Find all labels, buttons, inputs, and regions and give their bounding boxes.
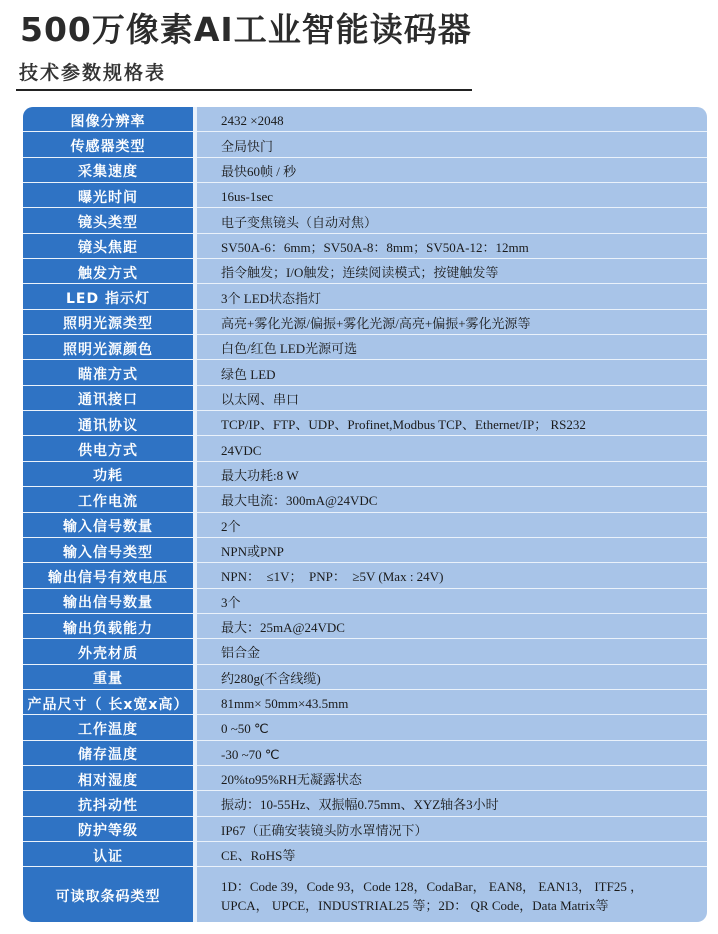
spec-value: 白色/红色 LED光源可选 bbox=[221, 341, 358, 357]
spec-label: 触发方式 bbox=[23, 259, 197, 283]
spec-label: 输入信号数量 bbox=[23, 513, 197, 537]
spec-label: 通讯协议 bbox=[23, 411, 197, 435]
spec-row bbox=[23, 639, 707, 664]
spec-row bbox=[23, 436, 707, 461]
spec-table bbox=[23, 107, 707, 922]
spec-label: 储存温度 bbox=[23, 741, 197, 765]
spec-value: 最快60帧 / 秒 bbox=[221, 163, 297, 179]
spec-row bbox=[23, 208, 707, 233]
spec-value: SV50A-6：6mm；SV50A-8：8mm；SV50A-12：12mm bbox=[221, 239, 529, 255]
spec-label: 相对湿度 bbox=[23, 766, 197, 790]
spec-value: NPN或PNP bbox=[221, 544, 284, 560]
spec-label: 镜头焦距 bbox=[23, 234, 197, 258]
spec-label: 图像分辨率 bbox=[23, 107, 197, 131]
spec-value: IP67（正确安装镜头防水罩情况下） bbox=[221, 822, 428, 838]
spec-row bbox=[23, 513, 707, 538]
spec-label: 照明光源颜色 bbox=[23, 335, 197, 359]
spec-value: 3个 LED状态指灯 bbox=[221, 290, 322, 306]
spec-value: 1D：Code 39，Code 93，Code 128，CodaBar， EAN8， EAN13， ITF25 ， UPCA， UPCE，INDUSTRIAL25 等；2D： QR Code，Data Matrix等 bbox=[221, 879, 647, 914]
spec-value: 24VDC bbox=[221, 442, 262, 458]
spec-value: 以太网、串口 bbox=[221, 391, 300, 407]
spec-row bbox=[23, 563, 707, 588]
spec-value: 指令触发；I/O触发；连续阅读模式；按键触发等 bbox=[221, 265, 499, 281]
spec-row bbox=[23, 589, 707, 614]
spec-row bbox=[23, 335, 707, 360]
spec-label: 外壳材质 bbox=[23, 639, 197, 663]
title-divider bbox=[16, 89, 472, 91]
spec-label: 输入信号类型 bbox=[23, 538, 197, 562]
spec-value: 20%to95%RH无凝露状态 bbox=[221, 772, 362, 788]
spec-value: 高亮+雾化光源/偏振+雾化光源/高亮+偏振+雾化光源等 bbox=[221, 315, 531, 331]
spec-row bbox=[23, 741, 707, 766]
spec-label: 产品尺寸（ 长x宽x高） bbox=[23, 690, 197, 714]
spec-row bbox=[23, 690, 707, 715]
spec-row bbox=[23, 411, 707, 436]
spec-label: 功耗 bbox=[23, 462, 197, 486]
page-subtitle: 技术参数规格表 bbox=[19, 62, 167, 84]
spec-label: 重量 bbox=[23, 665, 197, 689]
spec-label: 工作电流 bbox=[23, 487, 197, 511]
spec-value: NPN： ≤1V； PNP： ≥5V (Max : 24V) bbox=[221, 569, 444, 585]
spec-row bbox=[23, 487, 707, 512]
spec-row bbox=[23, 462, 707, 487]
spec-value: TCP/IP、FTP、UDP、Profinet,Modbus TCP、Ethernet/IP； RS232 bbox=[221, 417, 586, 433]
spec-label: 传感器类型 bbox=[23, 132, 197, 156]
spec-value: 81mm× 50mm×43.5mm bbox=[221, 696, 349, 712]
spec-label: 认证 bbox=[23, 842, 197, 866]
spec-row bbox=[23, 614, 707, 639]
spec-row bbox=[23, 715, 707, 740]
spec-value: 3个 bbox=[221, 594, 241, 610]
spec-value: 约280g(不含线缆) bbox=[221, 670, 321, 686]
spec-row bbox=[23, 386, 707, 411]
spec-label: 通讯接口 bbox=[23, 386, 197, 410]
spec-row bbox=[23, 107, 707, 132]
spec-label: 输出信号有效电压 bbox=[23, 563, 197, 587]
spec-row bbox=[23, 842, 707, 867]
spec-value: 电子变焦镜头（自动对焦） bbox=[221, 214, 378, 230]
spec-label: 镜头类型 bbox=[23, 208, 197, 232]
spec-value: 全局快门 bbox=[221, 138, 274, 154]
spec-label: 采集速度 bbox=[23, 158, 197, 182]
spec-row bbox=[23, 360, 707, 385]
spec-row bbox=[23, 132, 707, 157]
spec-row bbox=[23, 183, 707, 208]
spec-value: 振动：10-55Hz、双振幅0.75mm、XYZ轴各3小时 bbox=[221, 797, 499, 813]
spec-row bbox=[23, 867, 707, 922]
spec-value: -30 ~70 ℃ bbox=[221, 746, 280, 762]
spec-value: 最大：25mA@24VDC bbox=[221, 620, 345, 636]
spec-value: 最大功耗:8 W bbox=[221, 467, 299, 483]
page-title: 500万像素AI工业智能读码器 bbox=[20, 10, 472, 49]
spec-label: 供电方式 bbox=[23, 436, 197, 460]
spec-row bbox=[23, 817, 707, 842]
spec-label: 曝光时间 bbox=[23, 183, 197, 207]
spec-value: 铝合金 bbox=[221, 645, 261, 661]
spec-label: 输出负载能力 bbox=[23, 614, 197, 638]
spec-label: 抗抖动性 bbox=[23, 791, 197, 815]
spec-row bbox=[23, 766, 707, 791]
spec-value: 2个 bbox=[221, 518, 241, 534]
spec-label: LED 指示灯 bbox=[23, 284, 197, 308]
spec-row bbox=[23, 234, 707, 259]
spec-label: 可读取条码类型 bbox=[23, 867, 197, 922]
spec-row bbox=[23, 538, 707, 563]
spec-row bbox=[23, 158, 707, 183]
spec-value: 最大电流：300mA@24VDC bbox=[221, 493, 378, 509]
spec-row bbox=[23, 665, 707, 690]
spec-value: 0 ~50 ℃ bbox=[221, 721, 269, 737]
spec-value: 绿色 LED bbox=[221, 366, 276, 382]
spec-label: 输出信号数量 bbox=[23, 589, 197, 613]
spec-row bbox=[23, 791, 707, 816]
spec-label: 防护等级 bbox=[23, 817, 197, 841]
spec-label: 工作温度 bbox=[23, 715, 197, 739]
spec-row bbox=[23, 284, 707, 309]
spec-label: 照明光源类型 bbox=[23, 310, 197, 334]
spec-row bbox=[23, 259, 707, 284]
spec-value: 16us-1sec bbox=[221, 189, 273, 205]
spec-row bbox=[23, 310, 707, 335]
spec-value: CE、RoHS等 bbox=[221, 848, 296, 864]
spec-value: 2432 ×2048 bbox=[221, 113, 284, 129]
spec-label: 瞄准方式 bbox=[23, 360, 197, 384]
